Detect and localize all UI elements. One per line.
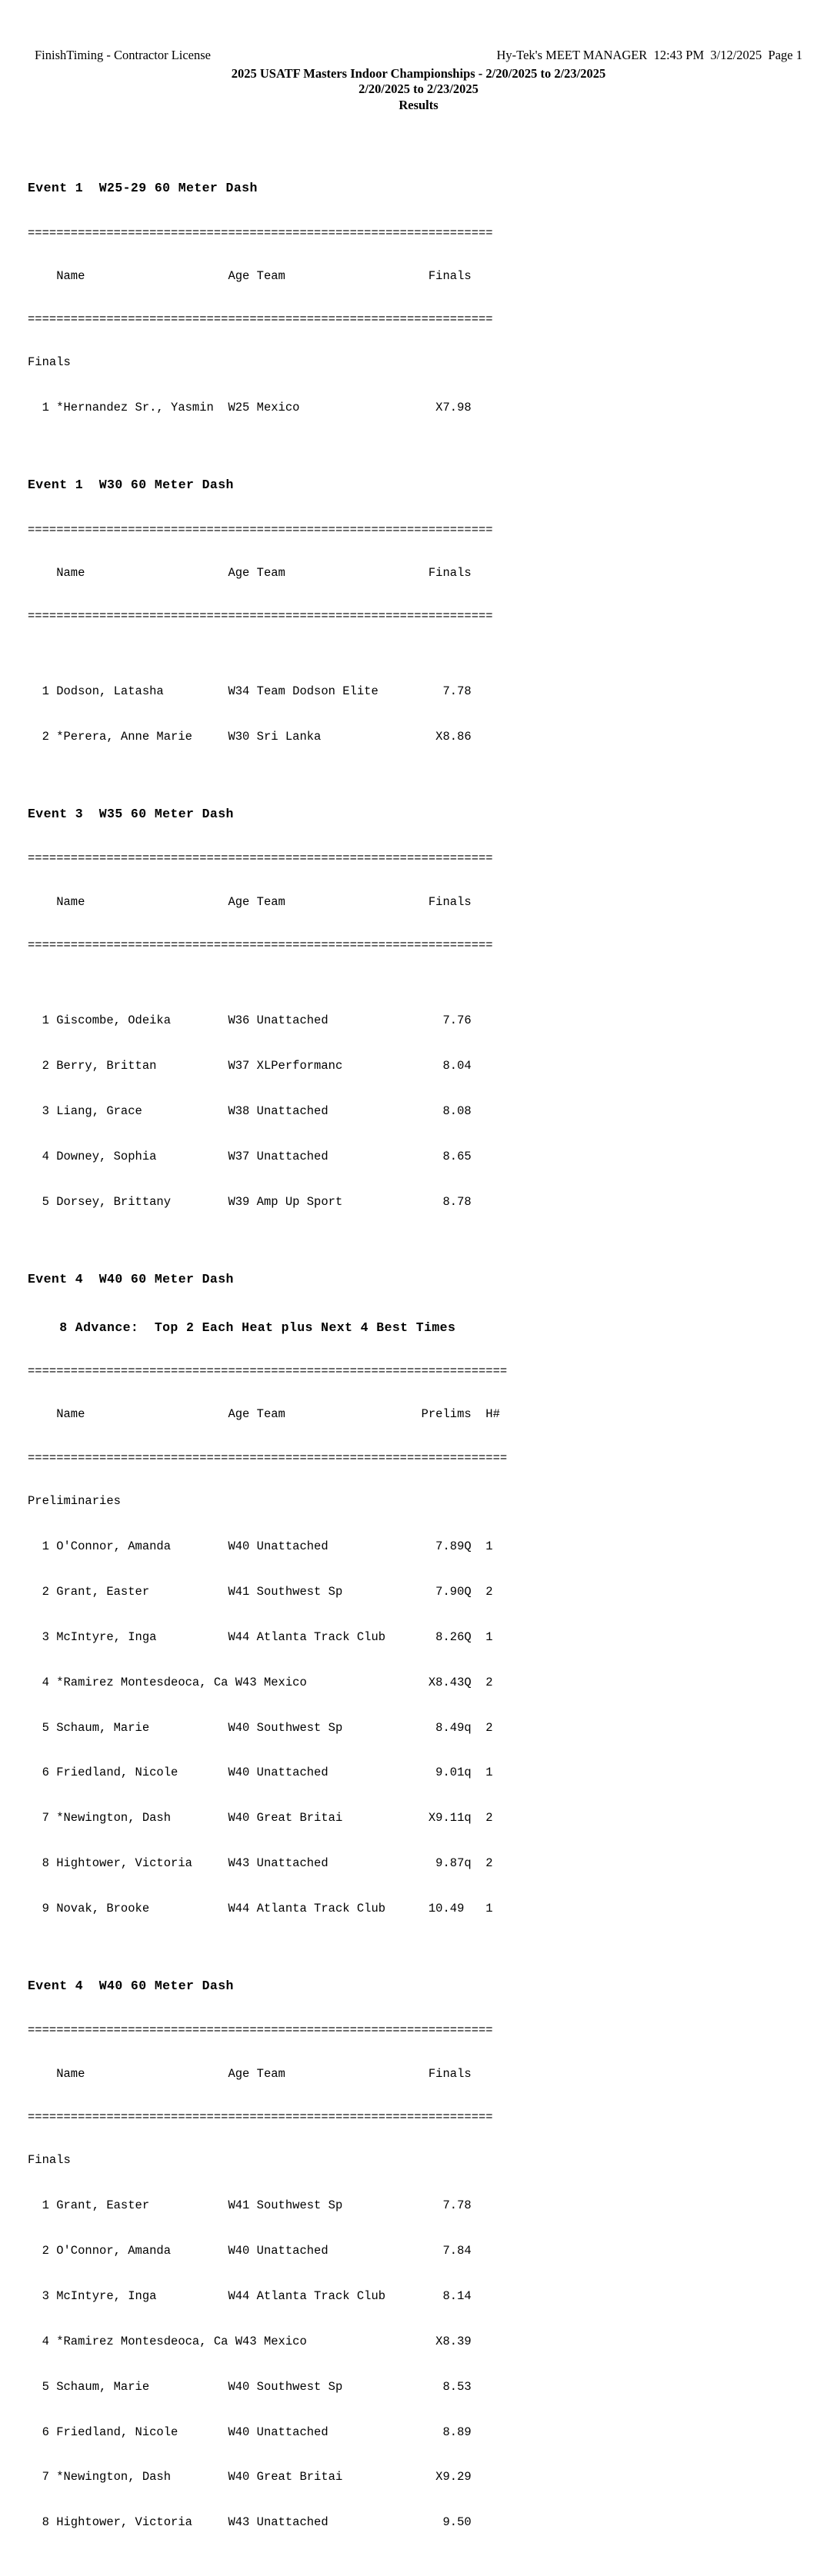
- rule-double: =================================================================: [28, 2109, 493, 2124]
- column-header: Name Age Team Finals: [28, 2066, 472, 2081]
- advance-note: 8 Advance: Top 2 Each Heat plus Next 4 Best Times: [28, 1320, 456, 1336]
- results-body: [28, 119, 805, 2576]
- table-row: 8 Hightower, Victoria W43 Unattached 9.50: [28, 2515, 472, 2530]
- table-row: 1 Grant, Easter W41 Southwest Sp 7.78: [28, 2198, 472, 2213]
- table-row: 5 Schaum, Marie W40 Southwest Sp 8.49q 2: [28, 1720, 493, 1735]
- meet-dates: 2/20/2025 to 2/23/2025: [358, 82, 479, 96]
- section-label: Finals: [28, 2152, 71, 2167]
- rule-double: =================================================================: [28, 851, 493, 866]
- table-row: 1 Giscombe, Odeika W36 Unattached 7.76: [28, 1013, 472, 1028]
- table-row: 4 Downey, Sophia W37 Unattached 8.65: [28, 1149, 472, 1163]
- table-row: 3 Liang, Grace W38 Unattached 8.08: [28, 1104, 472, 1119]
- event-heading: Event 1 W25-29 60 Meter Dash: [28, 181, 258, 196]
- table-row: 3 McIntyre, Inga W44 Atlanta Track Club 8.14: [28, 2288, 472, 2303]
- table-row: 2 *Perera, Anne Marie W30 Sri Lanka X8.86: [28, 730, 472, 744]
- rule-double: =================================================================: [28, 937, 493, 952]
- software-stamp: Hy-Tek's MEET MANAGER 12:43 PM 3/12/2025 Page 1: [496, 48, 802, 62]
- rule-double: =================================================================: [28, 608, 493, 623]
- column-header: Name Age Team Finals: [28, 268, 472, 283]
- table-row: 9 Novak, Brooke W44 Atlanta Track Club 10.49 1: [28, 1902, 493, 1916]
- rule-double: =================================================================: [28, 2023, 493, 2038]
- rule-double: =================================================================: [28, 311, 493, 326]
- event-heading: Event 4 W40 60 Meter Dash: [28, 1271, 234, 1286]
- event-heading: Event 1 W30 60 Meter Dash: [28, 478, 234, 493]
- license-text: FinishTiming - Contractor License: [35, 48, 212, 62]
- table-row: 5 Schaum, Marie W40 Southwest Sp 8.53: [28, 2379, 472, 2394]
- event-heading: Event 4 W40 60 Meter Dash: [28, 1979, 234, 1994]
- table-row: 2 O'Connor, Amanda W40 Unattached 7.84: [28, 2244, 472, 2258]
- table-row: 2 Berry, Brittan W37 XLPerformanc 8.04: [28, 1059, 472, 1073]
- column-header: Name Age Team Prelims H#: [28, 1407, 500, 1422]
- table-row: 3 McIntyre, Inga W44 Atlanta Track Club 8.26Q 1: [28, 1629, 493, 1644]
- section-label: Preliminaries: [28, 1493, 121, 1508]
- event-heading: Event 3 W35 60 Meter Dash: [28, 807, 234, 822]
- table-row: 2 Grant, Easter W41 Southwest Sp 7.90Q 2: [28, 1584, 493, 1599]
- table-row: 4 *Ramirez Montesdeoca, Ca W43 Mexico X8.43Q 2: [28, 1675, 493, 1689]
- meet-title: 2025 USATF Masters Indoor Championships - 2/20/2025 to 2/23/2025: [231, 66, 606, 81]
- rule-double: =================================================================: [28, 225, 493, 240]
- column-header: Name Age Team Finals: [28, 894, 472, 909]
- rule-double: ===================================================================: [28, 1450, 508, 1465]
- section-label: Finals: [28, 355, 71, 370]
- table-row: 1 *Hernandez Sr., Yasmin W25 Mexico X7.98: [28, 401, 472, 415]
- column-header: Name Age Team Finals: [28, 565, 472, 580]
- page-header: [35, 48, 802, 63]
- results-label: Results: [398, 98, 439, 112]
- table-row: 6 Friedland, Nicole W40 Unattached 8.89: [28, 2425, 472, 2439]
- rule-double: =================================================================: [28, 522, 493, 537]
- rule-double: ===================================================================: [28, 1364, 508, 1379]
- table-row: 7 *Newington, Dash W40 Great Britai X9.11q 2: [28, 1811, 493, 1825]
- meet-title-block: [0, 66, 837, 114]
- table-row: 1 Dodson, Latasha W34 Team Dodson Elite 7.78: [28, 684, 472, 699]
- table-row: 6 Friedland, Nicole W40 Unattached 9.01q 1: [28, 1766, 493, 1780]
- table-row: 8 Hightower, Victoria W43 Unattached 9.87q 2: [28, 1856, 493, 1871]
- table-row: 5 Dorsey, Brittany W39 Amp Up Sport 8.78: [28, 1194, 472, 1209]
- table-row: 7 *Newington, Dash W40 Great Britai X9.29: [28, 2470, 472, 2484]
- table-row: 4 *Ramirez Montesdeoca, Ca W43 Mexico X8.39: [28, 2334, 472, 2348]
- table-row: 1 O'Connor, Amanda W40 Unattached 7.89Q 1: [28, 1539, 493, 1553]
